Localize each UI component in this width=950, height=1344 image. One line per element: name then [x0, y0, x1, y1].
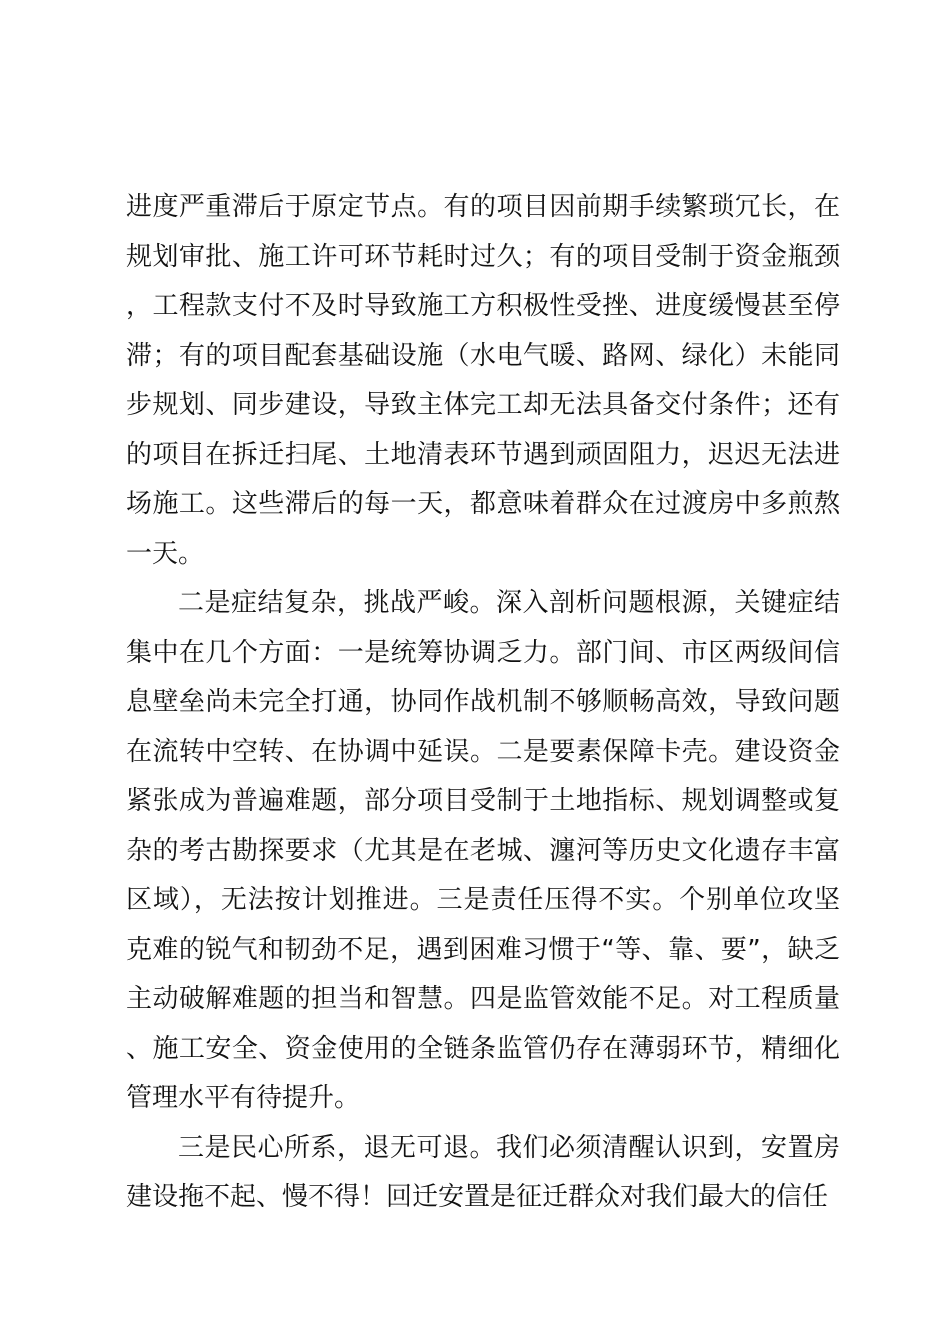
paragraph-public-interest: 三是民心所系，退无可退。我们必须清醒认识到，安置房建设拖不起、慢不得！回迁安置是征迁群众对我们最大的信任: [126, 1132, 840, 1212]
document-body: [126, 183, 840, 1223]
paragraph-root-causes: 二是症结复杂，挑战严峻。深入剖析问题根源，关键症结集中在几个方面：一是统筹协调乏力。部门间、市区两级间信息壁垒尚未完全打通，协同作战机制不够顺畅高效，导致问题在流转中空转、在协调中延误。二是要素保障卡壳。建设资金紧张成为普遍难题，部分项目受制于土地指标、规划调整或复杂的考古勘探要求（尤其是在老城、瀍河等历史文化遗存丰富区域），无法按计划推进。三是责任压得不实。个别单位攻坚克难的锐气和韧劲不足，遇到困难习惯于“等、靠、要”，缺乏主动破解难题的担当和智慧。四是监管效能不足。对工程质量、施工安全、资金使用的全链条监管仍存在薄弱环节，精细化管理水平有待提升。: [126, 588, 840, 1113]
paragraph-continuation: 进度严重滞后于原定节点。有的项目因前期手续繁琐冗长，在规划审批、施工许可环节耗时过久；有的项目受制于资金瓶颈，工程款支付不及时导致施工方积极性受挫、进度缓慢甚至停滞；有的项目配套基础设施（水电气暖、路网、绿化）未能同步规划、同步建设，导致主体完工却无法具备交付条件；还有的项目在拆迁扫尾、土地清表环节遇到顽固阻力，迟迟无法进场施工。这些滞后的每一天，都意味着群众在过渡房中多煎熬一天。: [126, 192, 840, 569]
